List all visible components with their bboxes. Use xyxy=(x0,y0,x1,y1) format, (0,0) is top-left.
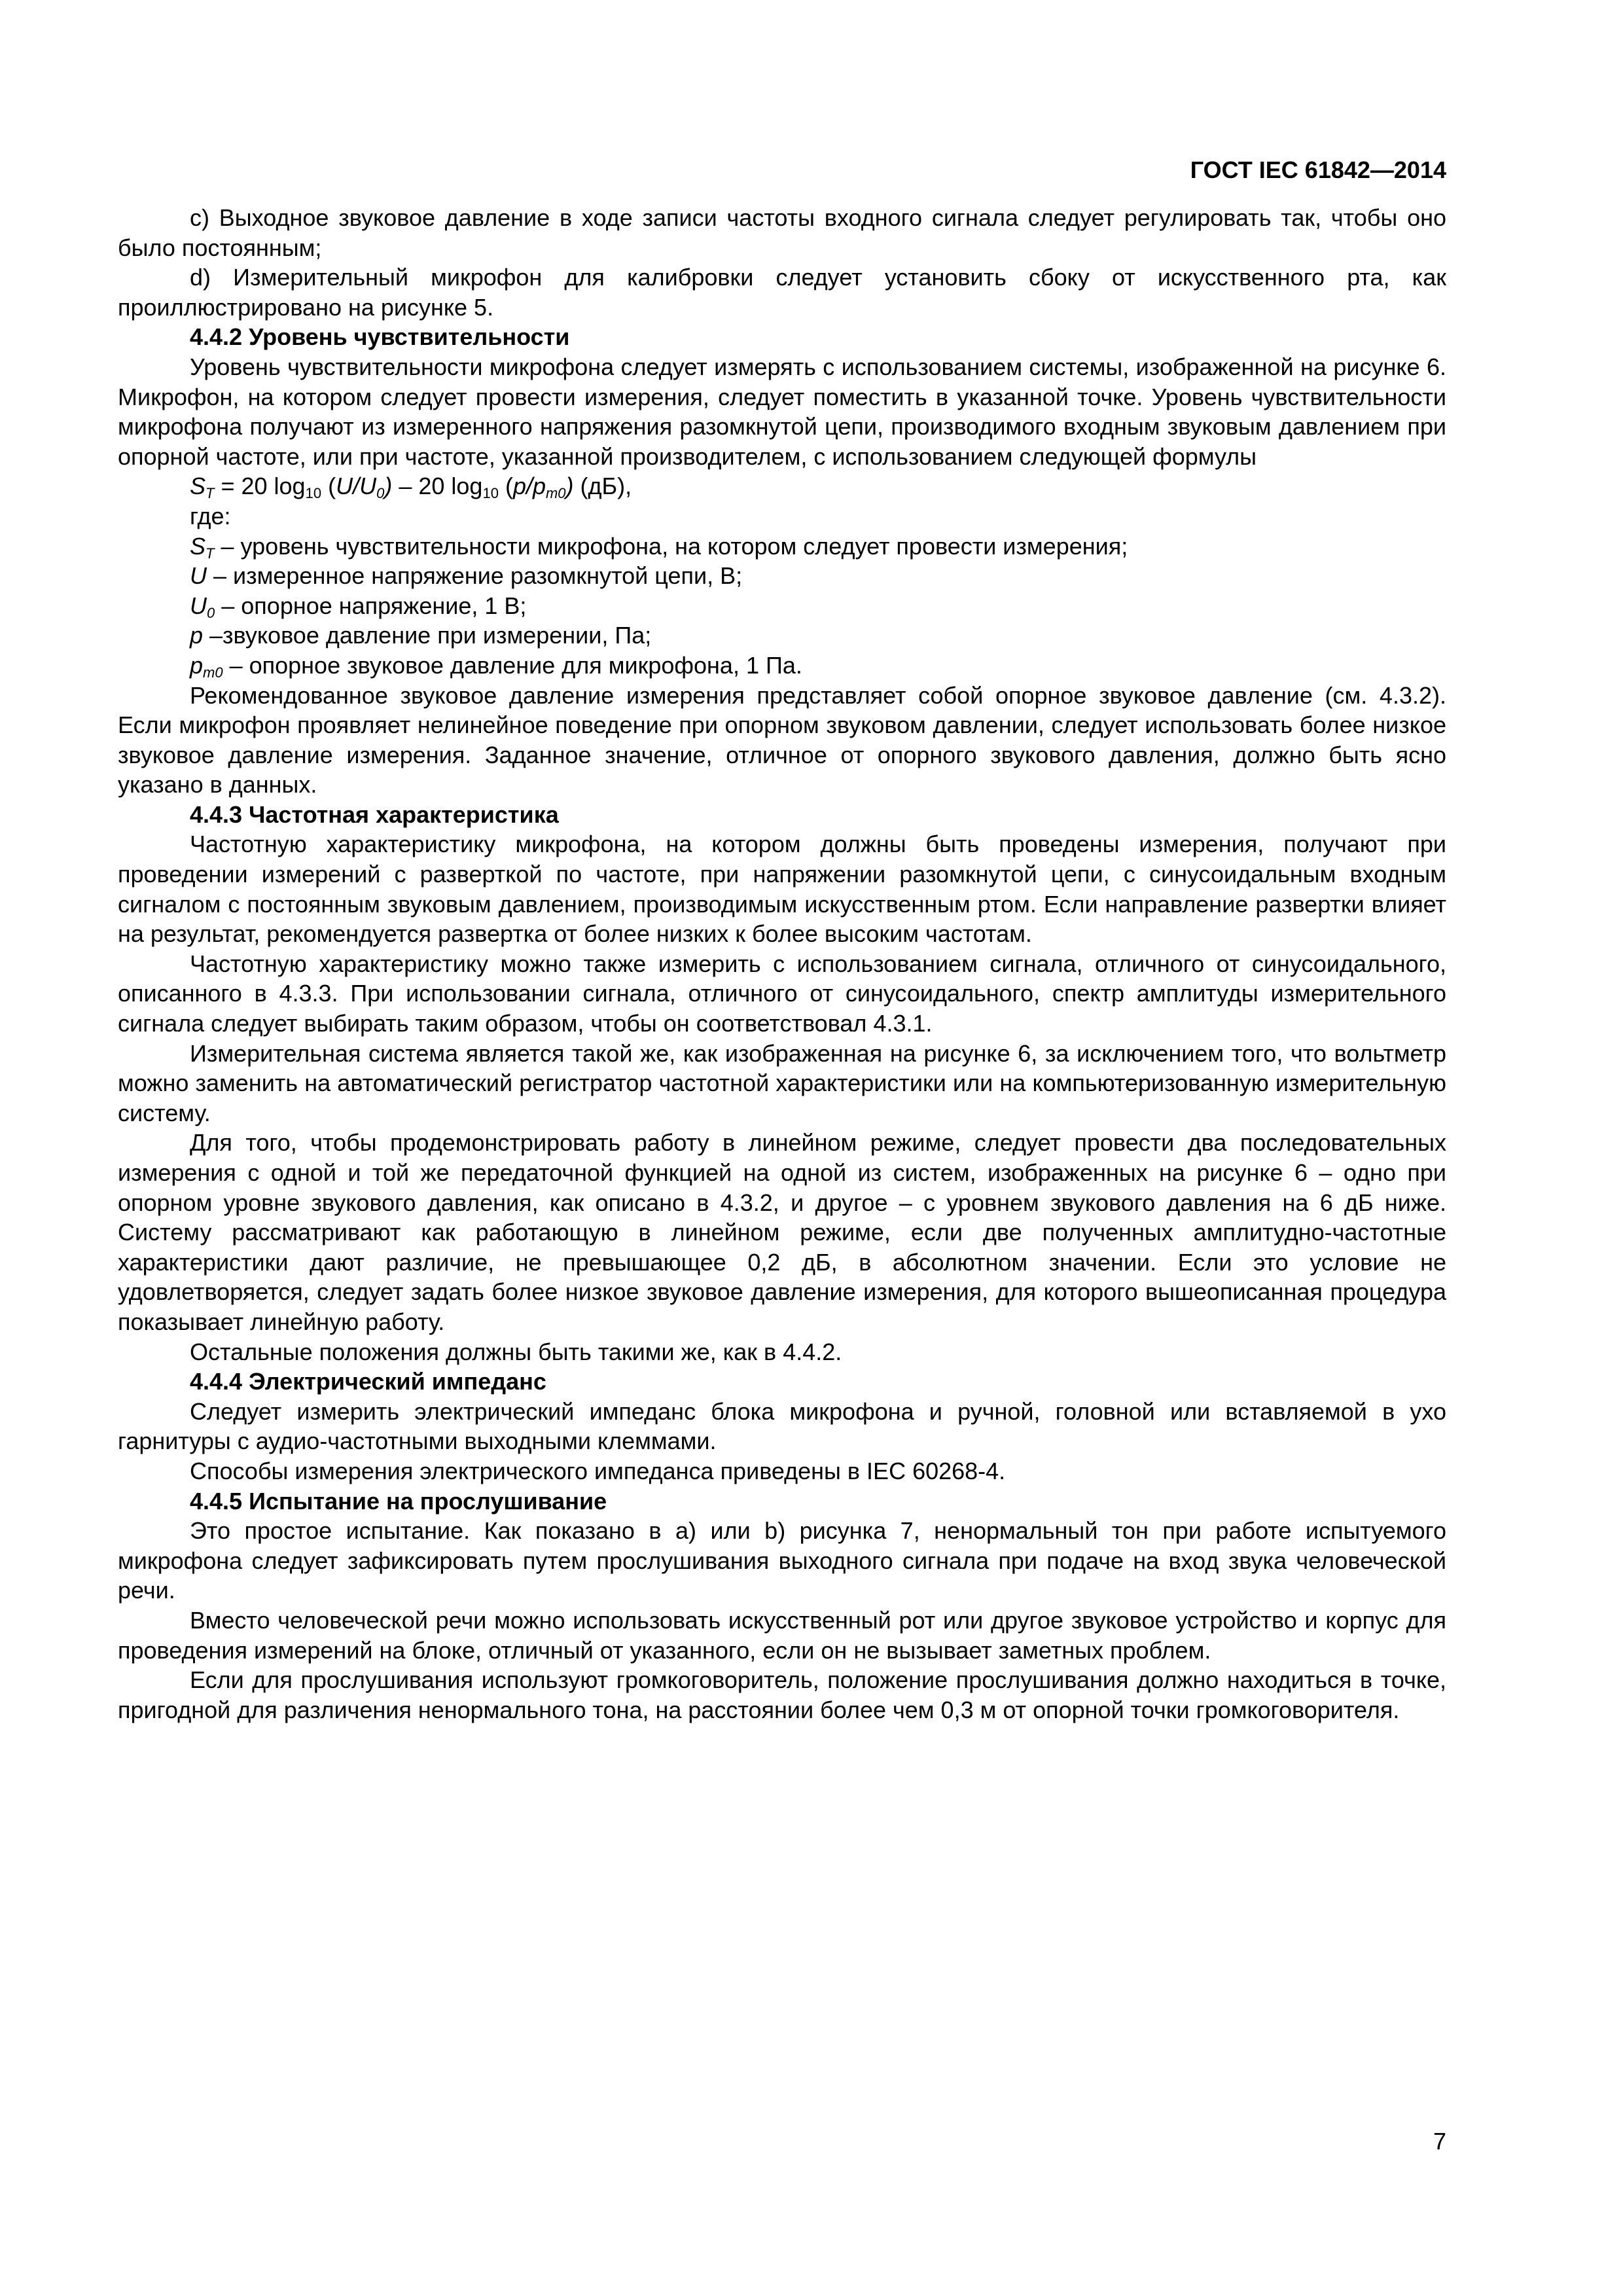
definition-item xyxy=(118,651,1446,681)
definition-symbol: p xyxy=(190,622,204,649)
formula-subscript: 0 xyxy=(376,485,385,502)
formula-unit: (дБ), xyxy=(573,473,632,500)
paragraph: Частотную характеристику можно также измерить с использованием сигнала, отличного от синусоидального, описанного в 4.3.3. При использовании сигнала, отличного от синусоидального, спектр амплитуды измерительного сигнала следует выбирать таким образом, чтобы он соответствовал 4.3.1. xyxy=(118,950,1446,1037)
paragraph: Вместо человеческой речи можно использовать искусственный рот или другое звуковое устройство и корпус для проведения измерений на блоке, отличный от указанного, если он не вызывает заметных проблем. xyxy=(118,1606,1446,1664)
page-number: 7 xyxy=(1433,2128,1446,2155)
definition-subscript: T xyxy=(205,545,215,562)
definition-text: – опорное напряжение, 1 В; xyxy=(215,592,527,619)
paragraph: Рекомендованное звуковое давление измерения представляет собой опорное звуковое давление (см. 4.3.2). Если микрофон проявляет нелинейное поведение при опорном звуковом давлении, следует использовать более низкое звуковое давление измерения. Заданное значение, отличное от опорного звукового давления, должно быть ясно указано в данных. xyxy=(118,681,1446,798)
formula-symbol: U/U xyxy=(336,473,377,500)
list-item-c: c) Выходное звуковое давление в ходе записи частоты входного сигнала следует регулировать так, чтобы оно было постоянным; xyxy=(118,204,1446,261)
formula-text: – 20 log xyxy=(392,473,483,500)
formula-symbol: p/p xyxy=(512,473,546,500)
definition-symbol: U xyxy=(190,562,207,590)
definition-text: –звуковое давление при измерении, Па; xyxy=(203,622,652,649)
formula-subscript: 10 xyxy=(482,485,499,502)
document-header: ГОСТ IEC 61842—2014 xyxy=(1190,156,1446,183)
definition-text: – опорное звуковое давление для микрофона, 1 Па. xyxy=(223,651,802,679)
paragraph: Это простое испытание. Как показано в a) или b) рисунка 7, ненормальный тон при работе испытуемого микрофона следует зафиксировать путем прослушивания выходного сигнала при подаче на вход звука человеческой речи. xyxy=(118,1517,1446,1604)
definition-symbol: U xyxy=(190,592,207,619)
definition-symbol: S xyxy=(190,532,206,560)
definition-item xyxy=(118,620,1446,651)
paragraph: Следует измерить электрический импеданс блока микрофона и ручной, головной или вставляемой в ухо гарнитуры с аудио-частотными выходными клеммами. xyxy=(118,1397,1446,1455)
definition-text: – уровень чувствительности микрофона, на котором следует провести измерения; xyxy=(214,532,1128,560)
definition-item xyxy=(118,531,1446,562)
document-body xyxy=(118,203,1446,1725)
formula-subscript: 10 xyxy=(305,485,322,502)
where-label: где: xyxy=(190,502,231,529)
section-heading-4-4-3: 4.4.3 Частотная характеристика xyxy=(190,800,559,828)
paragraph: Способы измерения электрического импеданса приведены в IEC 60268-4. xyxy=(190,1457,1006,1484)
formula-subscript: T xyxy=(205,485,215,502)
formula-subscript: m0 xyxy=(545,485,566,502)
definition-subscript: m0 xyxy=(203,664,223,681)
section-heading-4-4-2: 4.4.2 Уровень чувствительности xyxy=(190,323,570,351)
definition-item xyxy=(118,561,1446,591)
paragraph: Измерительная система является такой же, как изображенная на рисунке 6, за исключением того, что вольтметр можно заменить на автоматический регистратор частотной характеристики или на компьютеризованную измерительную систему. xyxy=(118,1039,1446,1126)
formula-text: ( xyxy=(321,473,336,500)
section-heading-4-4-5: 4.4.5 Испытание на прослушивание xyxy=(190,1487,607,1515)
paragraph: Если для прослушивания используют громкоговоритель, положение прослушивания должно находиться в точке, пригодной для различения ненормального тона, на расстоянии более чем 0,3 м от опорной точки громкоговорителя. xyxy=(118,1666,1446,1723)
paragraph: Уровень чувствительности микрофона следует измерять с использованием системы, изображенной на рисунке 6. Микрофон, на котором следует провести измерения, следует поместить в указанной точке. Уровень чувствительности микрофона получают из измеренного напряжения разомкнутой цепи, производимого входным звуковым давлением при опорной частоте, или при частоте, указанной производителем, с использованием следующей формулы xyxy=(118,353,1446,470)
paragraph: Остальные положения должны быть такими же, как в 4.4.2. xyxy=(190,1338,842,1365)
paragraph: Частотную характеристику микрофона, на котором должны быть проведены измерения, получают при проведении измерений с разверткой по частоте, при напряжении разомкнутой цепи, с синусоидальным входным сигналом с постоянным звуковым давлением, производимым искусственным ртом. Если направление развертки влияет на результат, рекомендуется развертка от более низких к более высоким частотам. xyxy=(118,831,1446,948)
definition-text: – измеренное напряжение разомкнутой цепи, В; xyxy=(207,562,743,590)
paragraph: Для того, чтобы продемонстрировать работу в линейном режиме, следует провести два последовательных измерения с одной и той же передаточной функцией на одной из систем, изображенных на рисунке 6 – одно при опорном уровне звукового давления, как описано в 4.3.2, и другое – с уровнем звукового давления на 6 дБ ниже. Систему рассматривают как работающую в линейном режиме, если две полученных амплитудно-частотные характеристики дают различие, не превышающее 0,2 дБ, в абсолютном значении. Если это условие не удовлетворяется, следует задать более низкое звуковое давление измерения, для которого вышеописанная процедура показывает линейную работу. xyxy=(118,1129,1446,1335)
definition-item xyxy=(118,591,1446,621)
definition-subscript: 0 xyxy=(207,604,215,621)
section-heading-4-4-4: 4.4.4 Электрический импеданс xyxy=(190,1368,546,1395)
formula xyxy=(118,471,1446,501)
formula-text: ) xyxy=(384,473,393,500)
formula-text: ) xyxy=(565,473,574,500)
list-item-d: d) Измерительный микрофон для калибровки следует установить сбоку от искусственного рта, как проиллюстрировано на рисунке 5. xyxy=(118,264,1446,321)
formula-text: = 20 log xyxy=(214,473,306,500)
formula-symbol: S xyxy=(190,473,206,500)
definition-symbol: p xyxy=(190,651,204,679)
formula-text: ( xyxy=(498,473,513,500)
